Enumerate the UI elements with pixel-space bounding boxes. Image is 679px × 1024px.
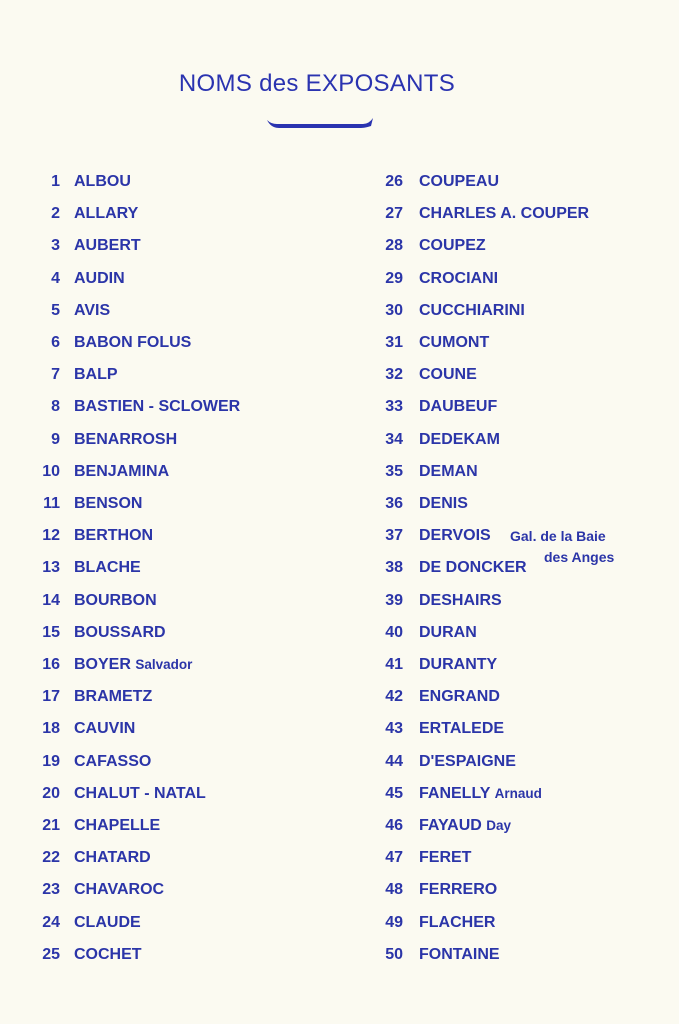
exhibitor-name xyxy=(419,816,511,836)
exhibitor-entry xyxy=(36,172,131,192)
exhibitor-number: 30 xyxy=(385,301,403,319)
exhibitor-surname: AUBERT xyxy=(74,237,141,255)
exhibitor-name xyxy=(419,913,495,933)
exhibitor-name xyxy=(74,172,131,192)
exhibitor-number: 45 xyxy=(385,784,403,802)
exhibitor-number: 46 xyxy=(385,817,403,834)
exhibitor-surname: CAUVIN xyxy=(74,720,136,738)
exhibitor-entry xyxy=(36,397,240,417)
exhibitor-name xyxy=(74,333,191,353)
exhibitor-number: 11 xyxy=(43,495,60,512)
exhibitor-entry xyxy=(36,880,164,900)
exhibitor-entry xyxy=(381,816,511,836)
exhibitor-number: 23 xyxy=(42,881,60,899)
exhibitor-entry xyxy=(36,655,192,675)
exhibitor-number: 4 xyxy=(51,269,60,287)
exhibitor-entry xyxy=(381,913,495,933)
exhibitor-entry xyxy=(36,719,135,739)
exhibitor-name xyxy=(74,816,160,836)
exhibitor-entry xyxy=(381,752,516,772)
exhibitor-number: 24 xyxy=(42,913,60,931)
exhibitor-number: 43 xyxy=(385,720,403,738)
exhibitor-surname: CHATARD xyxy=(74,849,151,867)
exhibitor-surname: CHALUT - NATAL xyxy=(74,784,206,802)
exhibitor-surname: ALLARY xyxy=(74,205,139,223)
exhibitor-surname: ERTALEDE xyxy=(419,720,505,738)
exhibitor-surname: BENJAMINA xyxy=(74,462,170,480)
exhibitor-number: 7 xyxy=(51,366,60,384)
exhibitor-entry xyxy=(381,526,491,546)
exhibitor-surname: BENARROSH xyxy=(74,430,178,448)
exhibitor-name xyxy=(74,687,152,707)
exhibitor-entry xyxy=(381,784,542,804)
exhibitor-number: 5 xyxy=(51,301,60,319)
exhibitor-number: 17 xyxy=(42,688,60,706)
exhibitor-name xyxy=(419,784,542,804)
exhibitor-number: 47 xyxy=(385,849,403,867)
exhibitor-firstname: Arnaud xyxy=(494,785,542,801)
exhibitor-surname: DURANTY xyxy=(419,656,498,673)
exhibitor-name xyxy=(74,623,166,643)
exhibitor-name xyxy=(74,236,141,256)
exhibitor-entry xyxy=(36,591,157,611)
exhibitor-surname: AUDIN xyxy=(74,269,125,287)
exhibitor-entry xyxy=(381,365,477,385)
exhibitor-entry xyxy=(381,494,468,514)
exhibitor-surname: DERVOIS xyxy=(419,527,491,545)
exhibitor-entry xyxy=(381,687,500,707)
exhibitor-entry xyxy=(36,687,152,707)
exhibitor-surname: DAUBEUF xyxy=(419,398,498,416)
exhibitor-surname: DEMAN xyxy=(419,462,478,480)
exhibitor-name xyxy=(419,526,491,546)
exhibitor-entry xyxy=(36,462,169,482)
exhibitor-number: 33 xyxy=(385,398,403,416)
exhibitor-number: 22 xyxy=(42,849,60,867)
exhibitor-entry xyxy=(381,558,527,578)
exhibitor-name xyxy=(74,784,206,804)
exhibitor-name xyxy=(419,752,516,772)
exhibitor-name xyxy=(74,301,110,321)
gallery-note-line2: des Anges xyxy=(544,549,615,565)
exhibitor-number: 18 xyxy=(42,720,60,738)
exhibitor-surname: COUPEAU xyxy=(419,173,500,190)
exhibitor-entry xyxy=(381,430,500,450)
exhibitor-entry xyxy=(381,591,502,611)
exhibitor-number: 20 xyxy=(42,784,60,802)
exhibitor-entry xyxy=(36,913,141,933)
exhibitor-surname: CROCIANI xyxy=(419,269,499,287)
exhibitor-surname: ALBOU xyxy=(74,173,131,190)
exhibitor-name xyxy=(419,333,489,353)
exhibitor-entry xyxy=(36,558,141,578)
exhibitor-entry xyxy=(36,623,166,643)
exhibitor-name xyxy=(74,848,151,868)
exhibitor-name xyxy=(419,172,499,192)
exhibitor-number: 49 xyxy=(385,913,403,931)
exhibitor-entry xyxy=(381,301,525,321)
exhibitor-entry xyxy=(381,397,497,417)
exhibitor-name xyxy=(419,430,500,450)
exhibitor-surname: BRAMETZ xyxy=(74,688,153,706)
exhibitor-entry xyxy=(381,172,499,192)
exhibitor-number: 16 xyxy=(42,656,60,673)
exhibitor-surname: AVIS xyxy=(74,301,111,319)
exhibitor-entry xyxy=(381,655,497,675)
exhibitor-name xyxy=(74,752,151,772)
exhibitor-surname: BOYER xyxy=(74,656,131,673)
exhibitor-surname: FERRERO xyxy=(419,881,498,899)
exhibitor-surname: FANELLY xyxy=(419,784,491,802)
exhibitor-entry xyxy=(36,848,151,868)
exhibitor-surname: BENSON xyxy=(74,495,143,512)
exhibitor-name xyxy=(74,526,153,546)
exhibitor-name xyxy=(419,719,504,739)
exhibitor-number: 37 xyxy=(385,527,403,545)
exhibitor-number: 38 xyxy=(385,559,403,577)
exhibitor-name xyxy=(419,301,525,321)
exhibitor-name xyxy=(74,913,141,933)
exhibitor-number: 1 xyxy=(51,173,60,190)
exhibitor-entry xyxy=(381,848,471,868)
exhibitor-number: 3 xyxy=(51,237,60,255)
exhibitor-name xyxy=(419,494,468,514)
exhibitor-number: 40 xyxy=(385,623,403,641)
exhibitor-number: 32 xyxy=(385,366,403,384)
exhibitor-name xyxy=(74,397,240,417)
exhibitor-number: 13 xyxy=(42,559,60,577)
exhibitor-surname: CUCCHIARINI xyxy=(419,301,525,319)
exhibitor-number: 6 xyxy=(51,334,60,351)
exhibitor-number: 9 xyxy=(51,430,60,448)
exhibitor-surname: CLAUDE xyxy=(74,913,141,931)
exhibitor-entry xyxy=(381,204,589,224)
exhibitor-name xyxy=(74,365,118,385)
exhibitor-name xyxy=(74,494,142,514)
exhibitor-surname: BOURBON xyxy=(74,591,157,609)
exhibitor-surname: BERTHON xyxy=(74,527,154,545)
exhibitor-surname: CAFASSO xyxy=(74,752,152,770)
exhibitor-number: 41 xyxy=(385,656,403,673)
exhibitor-entry xyxy=(381,945,500,965)
exhibitor-name xyxy=(74,719,135,739)
exhibitor-surname: CHARLES A. COUPER xyxy=(419,205,590,223)
exhibitor-entry xyxy=(36,204,138,224)
exhibitor-entry xyxy=(381,236,486,256)
exhibitor-number: 10 xyxy=(42,462,60,480)
exhibitor-entry xyxy=(381,462,478,482)
exhibitor-entry xyxy=(36,430,177,450)
exhibitor-number: 44 xyxy=(385,752,403,770)
exhibitor-entry xyxy=(36,816,160,836)
page-title: NOMS des EXPOSANTS xyxy=(178,70,456,97)
exhibitor-name xyxy=(419,655,497,675)
exhibitor-number: 12 xyxy=(42,527,60,545)
exhibitor-number: 28 xyxy=(385,237,403,255)
exhibitor-number: 35 xyxy=(385,462,403,480)
exhibitor-surname: DEDEKAM xyxy=(419,430,500,448)
exhibitor-number: 39 xyxy=(385,591,403,609)
exhibitor-name xyxy=(419,848,471,868)
exhibitor-number: 2 xyxy=(51,205,60,223)
exhibitor-name xyxy=(74,462,169,482)
exhibitor-name xyxy=(419,462,478,482)
exhibitor-entry xyxy=(36,784,206,804)
exhibitor-name xyxy=(419,880,497,900)
exhibitor-surname: COCHET xyxy=(74,945,142,963)
exhibitor-name xyxy=(74,655,192,675)
exhibitor-number: 8 xyxy=(51,398,60,416)
exhibitor-number: 34 xyxy=(385,430,403,448)
exhibitor-entry xyxy=(36,526,153,546)
exhibitor-surname: DESHAIRS xyxy=(419,591,502,609)
exhibitor-number: 14 xyxy=(42,591,60,609)
exhibitor-number: 42 xyxy=(385,688,403,706)
exhibitor-surname: ENGRAND xyxy=(419,688,500,706)
exhibitor-name xyxy=(419,269,498,289)
exhibitor-surname: BALP xyxy=(74,366,118,384)
exhibitor-surname: COUPEZ xyxy=(419,237,486,255)
exhibitor-entry xyxy=(36,752,151,772)
exhibitor-surname: COUNE xyxy=(419,366,477,384)
title-underline-ornament xyxy=(265,115,375,129)
exhibitor-name xyxy=(74,945,142,965)
exhibitor-surname: FERET xyxy=(419,849,472,867)
exhibitor-name xyxy=(74,204,138,224)
exhibitor-number: 50 xyxy=(385,945,403,963)
exhibitor-number: 36 xyxy=(385,495,403,512)
exhibitor-surname: FONTAINE xyxy=(419,945,500,963)
exhibitor-number: 26 xyxy=(385,173,403,190)
exhibitor-surname: BABON FOLUS xyxy=(74,334,192,351)
exhibitor-surname: BASTIEN - SCLOWER xyxy=(74,398,241,416)
exhibitor-surname: BOUSSARD xyxy=(74,623,166,641)
exhibitor-surname: FAYAUD xyxy=(419,817,482,834)
exhibitor-name xyxy=(74,269,125,289)
exhibitor-name xyxy=(419,397,497,417)
exhibitor-entry xyxy=(36,494,142,514)
exhibitor-name xyxy=(74,880,164,900)
exhibitor-name xyxy=(74,591,157,611)
exhibitor-surname: DENIS xyxy=(419,495,468,512)
exhibitor-entry xyxy=(36,301,110,321)
exhibitor-entry xyxy=(381,333,489,353)
exhibitor-name xyxy=(419,365,477,385)
exhibitor-number: 21 xyxy=(42,817,60,834)
exhibitor-entry xyxy=(381,719,504,739)
exhibitor-name xyxy=(419,591,502,611)
exhibitor-number: 15 xyxy=(42,623,60,641)
exhibitor-number: 27 xyxy=(385,205,403,223)
exhibitor-surname: D'ESPAIGNE xyxy=(419,752,516,770)
gallery-note xyxy=(510,526,614,568)
exhibitor-surname: BLACHE xyxy=(74,559,141,577)
exhibitor-name xyxy=(419,623,477,643)
exhibitor-name xyxy=(419,687,500,707)
exhibitor-entry xyxy=(381,269,498,289)
exhibitor-firstname: Salvador xyxy=(135,657,193,672)
exhibitor-entry xyxy=(36,333,191,353)
exhibitor-entry xyxy=(36,269,125,289)
exhibitor-number: 25 xyxy=(42,945,60,963)
gallery-note-line1: Gal. de la Baie xyxy=(510,528,606,544)
exhibitor-number: 31 xyxy=(385,334,403,351)
exhibitor-entry xyxy=(36,365,118,385)
exhibitor-surname: FLACHER xyxy=(419,913,496,931)
exhibitor-firstname: Day xyxy=(486,818,512,833)
exhibitor-surname: CHAVAROC xyxy=(74,881,165,899)
exhibitor-surname: CHAPELLE xyxy=(74,817,161,834)
exhibitor-name xyxy=(74,558,141,578)
exhibitor-surname: DURAN xyxy=(419,623,477,641)
exhibitor-number: 29 xyxy=(385,269,403,287)
exhibitor-number: 48 xyxy=(385,881,403,899)
exhibitor-name xyxy=(419,236,486,256)
exhibitor-entry xyxy=(381,880,497,900)
exhibitor-entry xyxy=(36,236,141,256)
exhibitor-number: 19 xyxy=(42,752,60,770)
exhibitor-surname: CUMONT xyxy=(419,334,490,351)
exhibitor-entry xyxy=(36,945,142,965)
exhibitor-name xyxy=(419,204,589,224)
exhibitor-entry xyxy=(381,623,477,643)
exhibitor-name xyxy=(419,945,500,965)
exhibitor-surname: DE DONCKER xyxy=(419,559,527,577)
exhibitor-name xyxy=(74,430,177,450)
